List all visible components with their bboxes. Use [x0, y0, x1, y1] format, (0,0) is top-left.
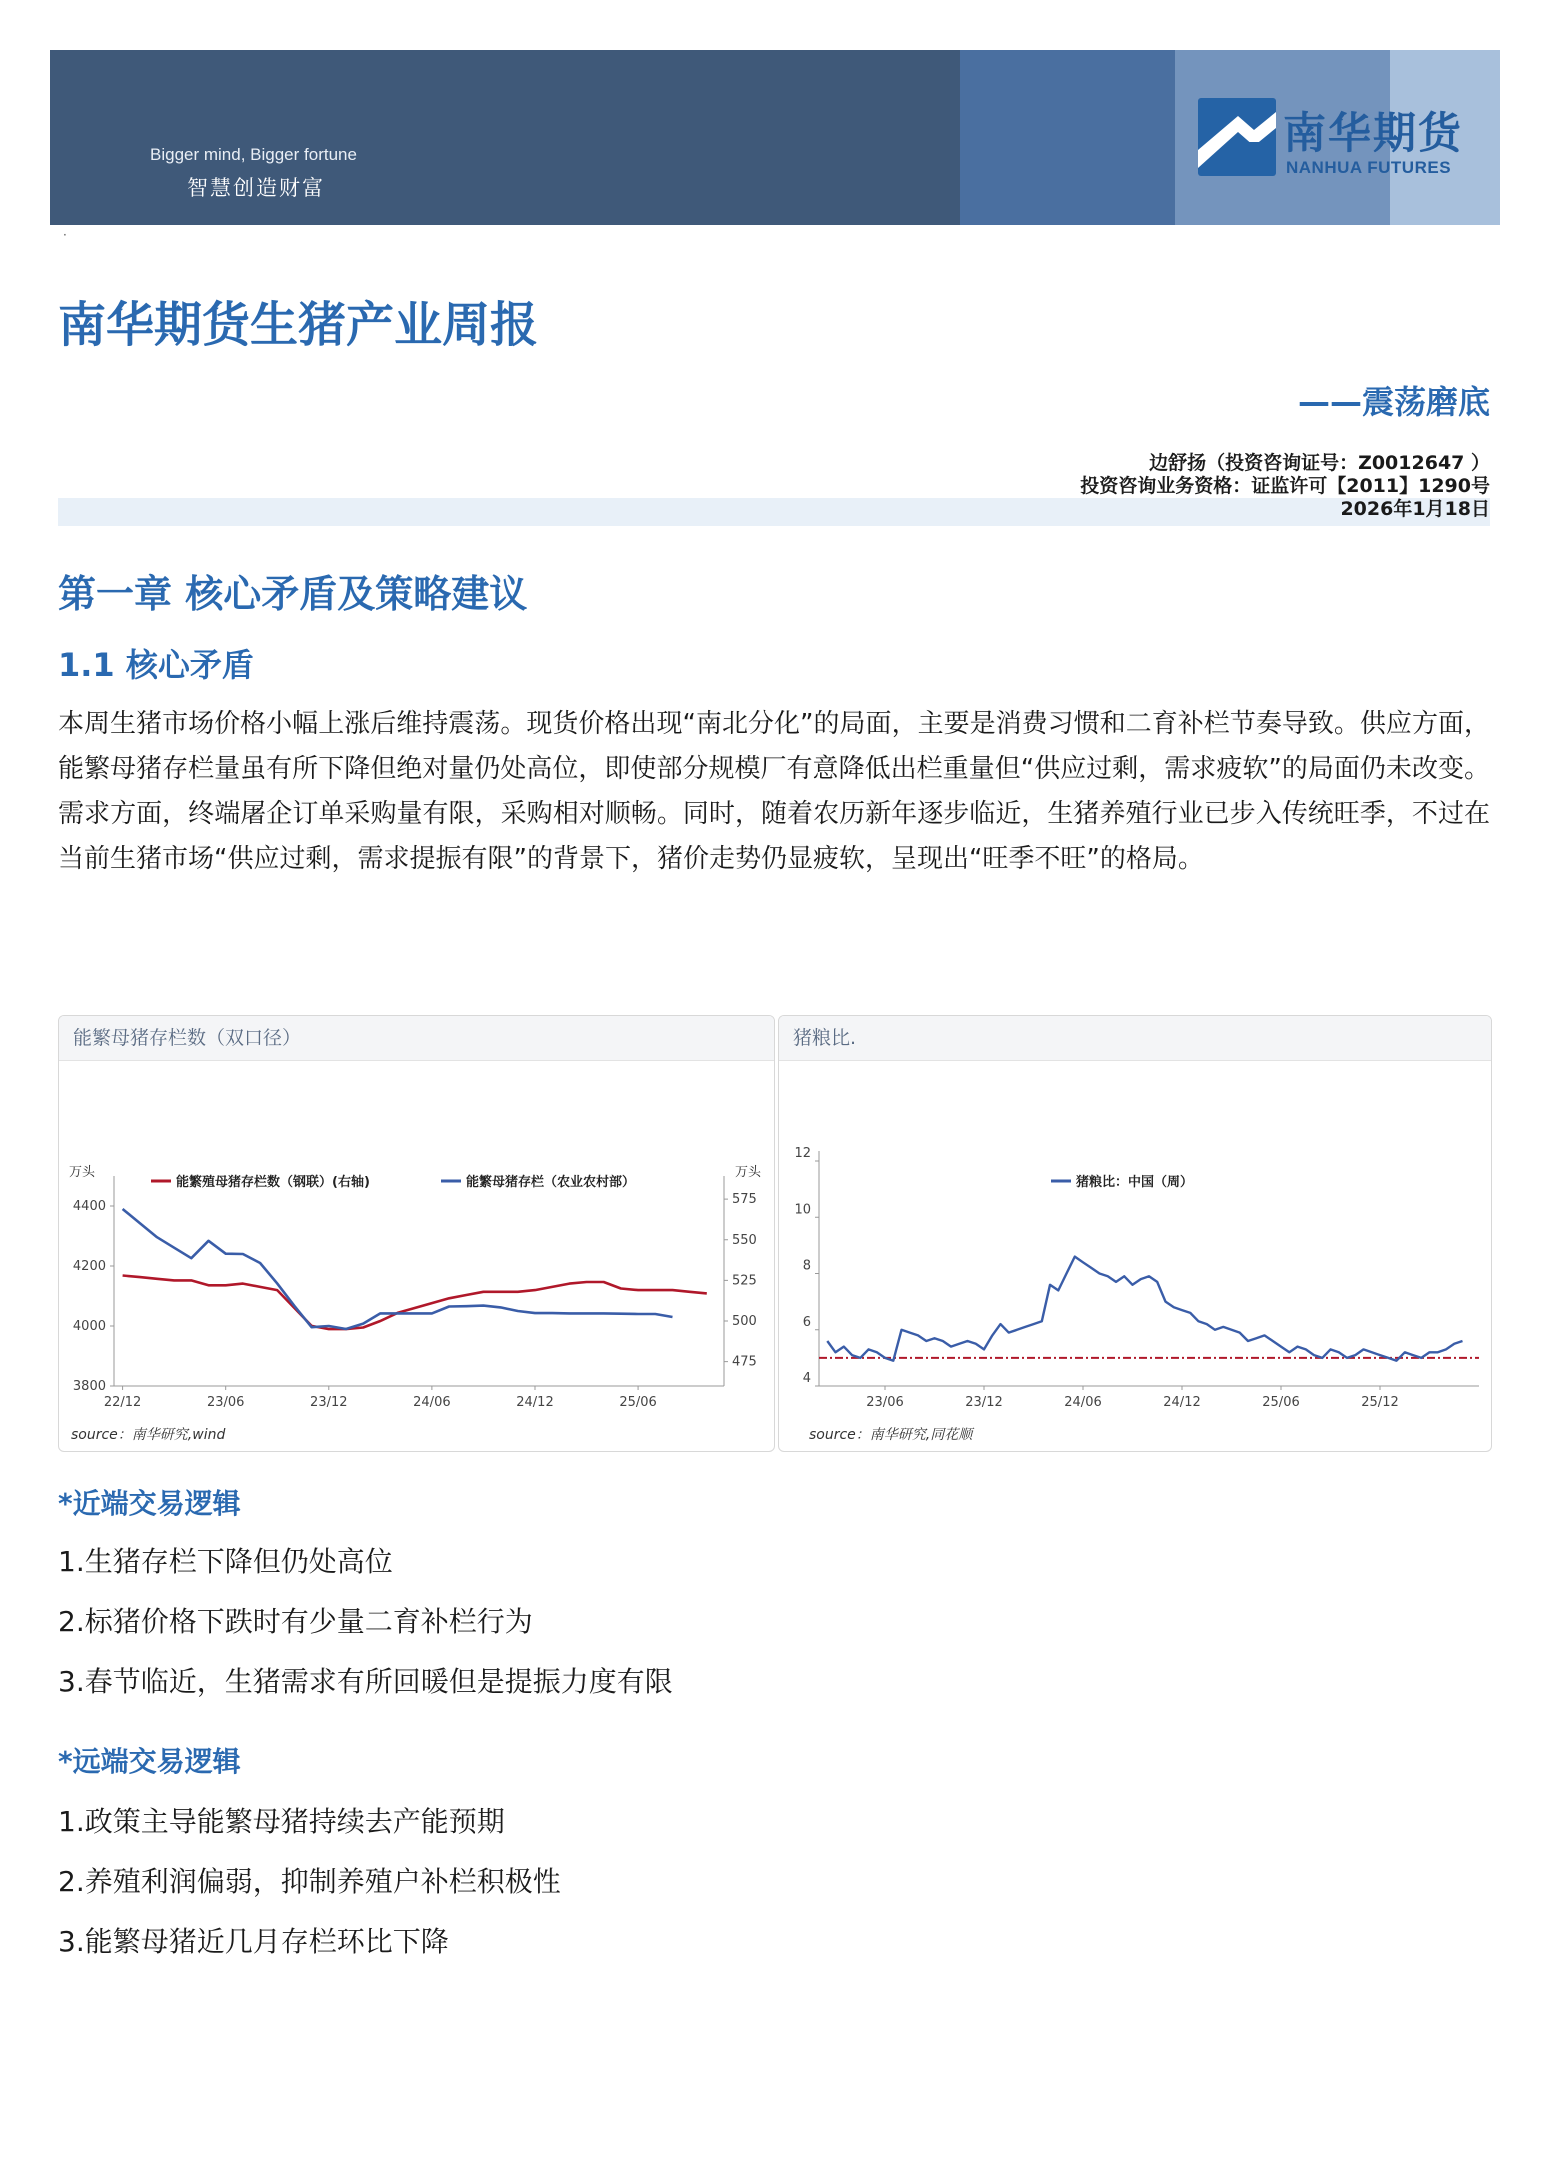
chart-source: source：南华研究,同花顺: [809, 1427, 973, 1443]
far-logic-item: 3.能繁母猪近几月存栏环比下降: [58, 1925, 449, 1958]
legend-label-moa: 能繁母猪存栏（农业农村部）: [466, 1175, 636, 1190]
banner-block-mid: [960, 50, 1175, 225]
page-marker: ·: [63, 228, 67, 242]
y-axis-label-left: 万头: [69, 1165, 96, 1180]
legend-label-mysteel: 能繁殖母猪存栏数（钢联）(右轴): [176, 1175, 370, 1190]
chart-title: 猪粮比.: [779, 1016, 1491, 1061]
y-tick-label-left: 3800: [72, 1379, 106, 1394]
chart-legend: [1051, 1174, 1193, 1190]
x-tick-label: 24/12: [1163, 1395, 1201, 1410]
series-line-1: [123, 1209, 673, 1329]
near-logic-item: 2.标猪价格下跌时有少量二育补栏行为: [58, 1605, 533, 1638]
far-logic-heading: *远端交易逻辑: [58, 1745, 241, 1778]
header-banner: [50, 50, 1500, 225]
x-tick-label: 23/06: [206, 1395, 245, 1410]
chart-card-hog-grain: [778, 1015, 1492, 1452]
legend-label-ratio: 猪粮比：中国（周）: [1076, 1175, 1194, 1190]
x-tick-label: 24/06: [413, 1395, 451, 1410]
chart-legend: [151, 1174, 635, 1190]
logo-text-cn: 南华期货: [1283, 109, 1463, 159]
report-title: 南华期货生猪产业周报: [58, 297, 539, 353]
chapter-heading: 第一章 核心矛盾及策略建议: [58, 572, 528, 616]
y-tick-label-right: 550: [732, 1232, 757, 1248]
y-tick-label-right: 525: [732, 1273, 757, 1289]
near-logic-item: 3.春节临近，生猪需求有所回暖但是提振力度有限: [58, 1665, 673, 1698]
y-tick-label: 8: [802, 1258, 811, 1274]
x-tick-label: 22/12: [103, 1395, 142, 1410]
logo-mark-icon: [1198, 98, 1276, 176]
x-tick-label: 25/12: [1361, 1395, 1399, 1410]
license-line: 投资咨询业务资格：证监许可【2011】1290号: [1080, 475, 1490, 497]
y-tick-label-right: 475: [732, 1354, 757, 1370]
x-tick-label: 24/12: [516, 1395, 554, 1410]
x-tick-label: 24/06: [1064, 1395, 1102, 1410]
series-line-0: [827, 1257, 1462, 1361]
chart-sows: [59, 1061, 774, 1451]
far-logic-item: 2.养殖利润偏弱，抑制养殖户补栏积极性: [58, 1865, 561, 1898]
y-tick-label-right: 575: [732, 1192, 757, 1208]
x-tick-label: 25/06: [1262, 1395, 1300, 1410]
series-line-0: [123, 1276, 707, 1330]
report-subtitle: ——震荡磨底: [1297, 383, 1490, 421]
chart-card-sows: [58, 1015, 775, 1452]
section-heading: 1.1 核心矛盾: [58, 646, 254, 684]
y-tick-label: 10: [794, 1202, 811, 1218]
chart-hog-grain-ratio: [779, 1061, 1491, 1451]
near-logic-item: 1.生猪存栏下降但仍处高位: [58, 1545, 393, 1578]
author-block: [1080, 452, 1490, 521]
x-tick-label: 23/12: [310, 1395, 348, 1410]
chart-source: source：南华研究,wind: [71, 1427, 226, 1443]
y-tick-label-left: 4000: [72, 1319, 106, 1334]
report-date: 2026年1月18日: [1340, 498, 1490, 520]
y-tick-label-left: 4200: [72, 1259, 106, 1274]
x-tick-label: 25/06: [619, 1395, 657, 1410]
y-tick-label-left: 4400: [72, 1199, 106, 1214]
author-line: 边舒扬（投资咨询证号：Z0012647 ）: [1149, 452, 1490, 474]
x-tick-label: 23/12: [965, 1395, 1003, 1410]
y-tick-label-right: 500: [732, 1314, 757, 1329]
slogan-en: Bigger mind, Bigger fortune: [150, 145, 357, 164]
y-tick-label: 4: [802, 1371, 811, 1386]
y-tick-label: 12: [794, 1146, 811, 1161]
x-tick-label: 23/06: [866, 1395, 904, 1410]
logo-text-en: NANHUA FUTURES: [1286, 158, 1452, 177]
slogan-cn: 智慧创造财富: [187, 176, 325, 200]
core-paragraph: 本周生猪市场价格小幅上涨后维持震荡。现货价格出现“南北分化”的局面，主要是消费习惯和二育补栏节奏导致。供应方面，能繁母猪存栏量虽有所下降但绝对量仍处高位，即使部分规模厂有意降低出栏重量但“供应过剩，需求疲软”的局面仍未改变。需求方面，终端屠企订单采购量有限，采购相对顺畅。同时，随着农历新年逐步临近，生猪养殖行业已步入传统旺季，不过在当前生猪市场“供应过剩，需求提振有限”的背景下，猪价走势仍显疲软，呈现出“旺季不旺”的格局。: [58, 709, 1490, 874]
company-logo: [1198, 98, 1488, 188]
y-tick-label: 6: [802, 1314, 811, 1330]
far-logic-item: 1.政策主导能繁母猪持续去产能预期: [58, 1805, 505, 1838]
near-logic-heading: *近端交易逻辑: [58, 1487, 241, 1520]
y-axis-label-right: 万头: [735, 1165, 762, 1180]
chart-title: 能繁母猪存栏数（双口径）: [59, 1016, 774, 1061]
